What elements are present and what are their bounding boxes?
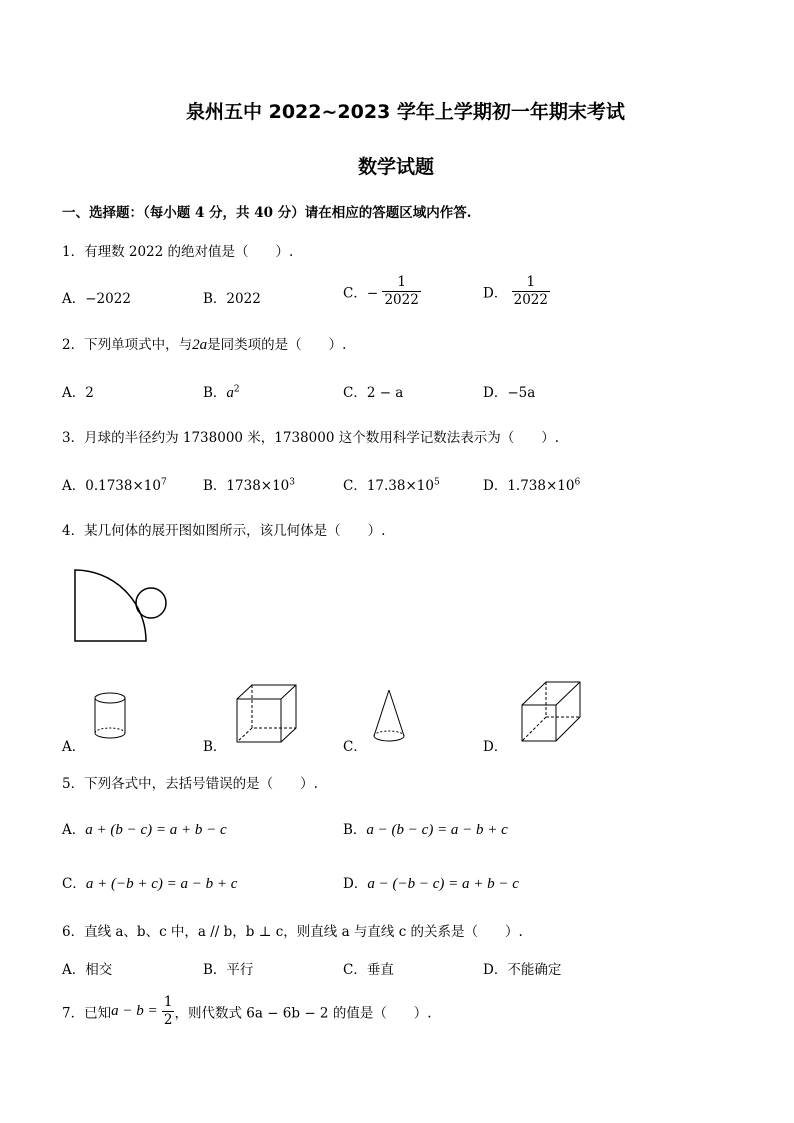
option-label: A． <box>62 822 86 838</box>
q1-option-d <box>483 274 550 309</box>
q3-option-d <box>483 474 580 494</box>
q1-option-d-prefix: D． <box>483 285 508 302</box>
q5-option-d-expression: a − (−b − c) = a + b − c <box>367 876 519 892</box>
option-label: C． <box>62 876 86 892</box>
option-label: B． <box>203 385 227 401</box>
sector-shape <box>75 570 146 641</box>
q3-option-c-base: C．17.38×10 <box>343 478 434 494</box>
q4-option-d: D． <box>483 739 508 755</box>
cube-icon <box>235 684 300 744</box>
fraction-numerator: 1 <box>397 274 406 290</box>
q2-option-c: C．2 − a <box>343 385 404 401</box>
q5-option-a-expression: a + (b − c) = a + b − c <box>85 822 227 838</box>
fraction-denominator: 2022 <box>384 292 419 308</box>
option-label: D． <box>343 876 368 892</box>
q5-option-b <box>343 818 508 839</box>
q7-fraction <box>162 994 175 1029</box>
cube-icon <box>518 681 583 743</box>
q7-text-pre: 7．已知 <box>62 1005 112 1022</box>
q6-option-d: D．不能确定 <box>483 962 562 978</box>
fraction-denominator: 2022 <box>513 292 548 308</box>
q2-option-b-exponent: 2 <box>233 384 240 395</box>
q2-option-a: A．2 <box>62 385 94 401</box>
exam-subtitle: 数学试题 <box>358 156 435 178</box>
q1-option-b: B．2022 <box>203 291 261 307</box>
circle-shape <box>136 588 166 618</box>
q5-option-b-expression: a − (b − c) = a − b + c <box>366 822 508 838</box>
q2-text-post: 是同类项的是（ ）. <box>207 337 347 353</box>
q6-option-b: B．平行 <box>203 962 254 978</box>
q3-option-a-base: A．0.1738×10 <box>62 478 161 494</box>
q3-option-b <box>203 474 295 494</box>
q3-option-d-exponent: 6 <box>574 477 581 488</box>
q3-option-c-exponent: 5 <box>433 477 440 488</box>
question-2 <box>62 333 346 354</box>
question-3: 3．月球的半径约为 1738000 米，1738000 这个数用科学记数法表示为（ ）. <box>62 430 560 446</box>
question-7 <box>62 994 432 1029</box>
q4-option-a: A． <box>62 739 86 755</box>
q1-option-a: A．−2022 <box>62 291 131 307</box>
q3-option-a <box>62 474 167 494</box>
q7-expression: a − b = <box>111 1003 158 1019</box>
q3-option-a-exponent: 7 <box>160 477 167 488</box>
section-heading: 一、选择题：（每小题 4 分，共 40 分）请在相应的答题区域内作答. <box>62 205 472 221</box>
q6-option-a: A．相交 <box>62 962 113 978</box>
fraction-numerator: 1 <box>526 274 536 290</box>
question-6: 6．直线 a、b、c 中，a // b，b ⊥ c，则直线 a 与直线 c 的关系是（ ）. <box>62 924 523 940</box>
q1-option-d-fraction <box>512 274 550 309</box>
q4-option-c: C． <box>343 739 367 755</box>
option-label: B． <box>343 822 367 838</box>
q2-option-d: D．−5a <box>483 385 536 401</box>
exam-title: 泉州五中 2022~2023 学年上学期初一年期末考试 <box>186 101 625 123</box>
q2-text-pre: 2．下列单项式中，与 <box>62 337 193 353</box>
q1-option-c-prefix: C．− <box>343 285 379 302</box>
q5-option-c-expression: a + (−b + c) = a − b + c <box>85 876 238 892</box>
q5-option-c <box>62 872 237 893</box>
question-4: 4．某几何体的展开图如图所示，该几何体是（ ）. <box>62 523 386 539</box>
fraction-numerator: 1 <box>163 994 173 1010</box>
q2-option-b <box>203 381 240 402</box>
net-diagram <box>74 568 174 648</box>
cylinder-icon <box>90 690 130 745</box>
fraction-denominator: 2 <box>163 1012 173 1028</box>
q2-expression: 2a <box>192 337 208 353</box>
question-1: 1．有理数 2022 的绝对值是（ ）. <box>62 244 294 260</box>
q5-option-d <box>343 872 519 893</box>
cone-icon <box>370 688 410 748</box>
q3-option-c <box>343 474 440 494</box>
q5-option-a <box>62 818 227 839</box>
q1-option-c <box>343 274 421 309</box>
q1-option-c-fraction <box>382 274 420 309</box>
q2-option-b-base: a <box>226 385 234 401</box>
q6-option-c: C．垂直 <box>343 962 394 978</box>
q3-option-b-exponent: 3 <box>289 477 296 488</box>
question-5: 5．下列各式中，去括号错误的是（ ）. <box>62 776 318 792</box>
q7-text-post: ，则代数式 6a − 6b − 2 的值是（ ）. <box>174 1005 432 1022</box>
q3-option-b-base: B．1738×10 <box>203 478 290 494</box>
q3-option-d-base: D．1.738×10 <box>483 478 575 494</box>
q4-option-b: B． <box>203 739 227 755</box>
